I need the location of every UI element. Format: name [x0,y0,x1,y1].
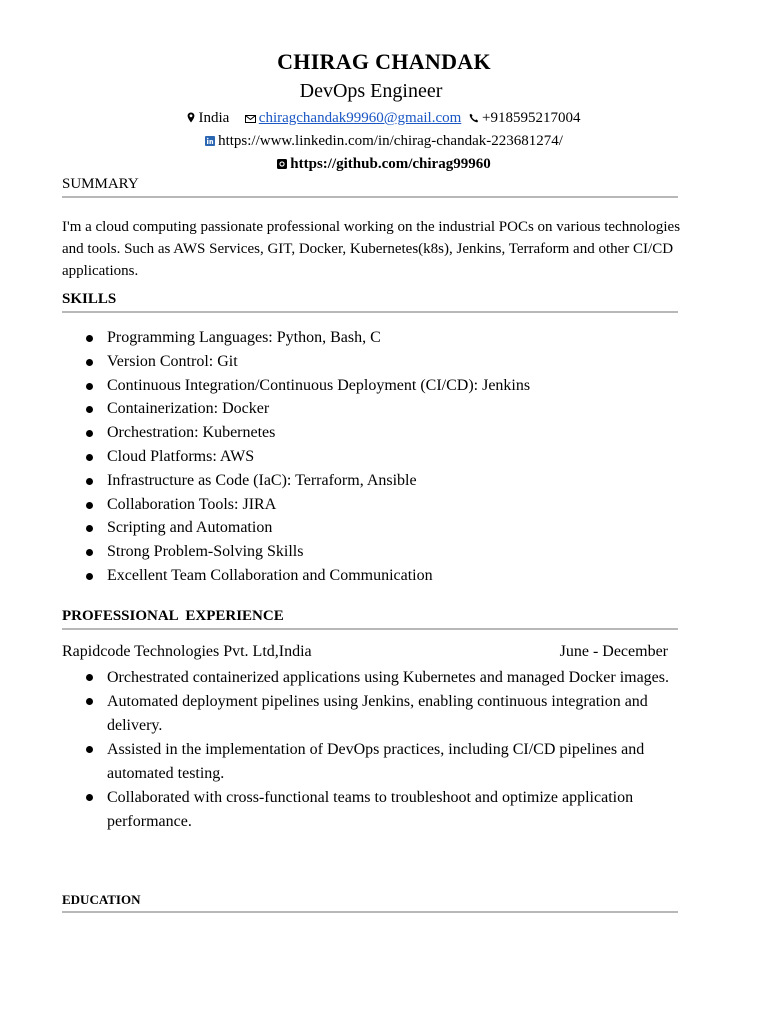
summary-text: I'm a cloud computing passionate professional working on the industrial POCs on various technologies and tools. Such as AWS Services, GIT, Docker, Kubernetes(k8s), Jenkins, Terraform and other CI/CD applications. [62,219,681,279]
skill-item: Cloud Platforms: AWS [62,446,682,470]
skill-item: Continuous Integration/Continuous Deployment (CI/CD): Jenkins [62,375,682,399]
experience-item: Orchestrated containerized applications using Kubernetes and managed Docker images. [62,666,682,690]
email-link[interactable]: chiragchandak99960@gmail.com [258,110,462,126]
experience-heading: PROFESSIONAL EXPERIENCE [62,608,678,630]
skill-item: Programming Languages: Python, Bash, C [62,327,682,351]
skill-item: Strong Problem-Solving Skills [62,541,682,565]
education-heading: EDUCATION [62,892,678,913]
experience-item: Automated deployment pipelines using Jenkins, enabling continuous integration and delivery. [62,690,682,738]
summary-heading: SUMMARY [62,176,678,198]
skills-heading: SKILLS [62,291,678,313]
mail-icon [245,111,256,128]
phone-icon [469,111,479,128]
contact-line-linkedin [0,133,768,151]
github-link[interactable]: https://github.com/chirag99960 [290,156,491,172]
skill-item: Excellent Team Collaboration and Communication [62,565,682,589]
skill-item: Scripting and Automation [62,517,682,541]
skills-list [62,327,682,589]
experience-item: Assisted in the implementation of DevOps practices, including CI/CD pipelines and automated testing. [62,738,682,786]
experience-list [62,666,682,834]
github-icon [277,157,287,174]
skill-item: Infrastructure as Code (IaC): Terraform, Ansible [62,470,682,494]
linkedin-link[interactable]: https://www.linkedin.com/in/chirag-chandak-223681274/ [218,133,563,149]
skill-item: Version Control: Git [62,351,682,375]
candidate-name: CHIRAG CHANDAK [277,49,491,74]
location-text: India [198,110,230,126]
contact-line-github [0,156,768,174]
skill-item: Collaboration Tools: JIRA [62,494,682,518]
skill-item: Orchestration: Kubernetes [62,422,682,446]
job-period: June - December [559,643,668,660]
location-pin-icon [187,111,195,128]
job-header [62,643,668,661]
phone-text: +918595217004 [482,110,581,126]
company-name: Rapidcode Technologies Pvt. Ltd,India [62,643,312,660]
linkedin-icon [205,134,215,151]
skill-item: Containerization: Docker [62,398,682,422]
contact-line-primary [0,110,768,128]
experience-item: Collaborated with cross-functional teams to troubleshoot and optimize application performance. [62,786,682,834]
job-title: DevOps Engineer [299,80,443,102]
